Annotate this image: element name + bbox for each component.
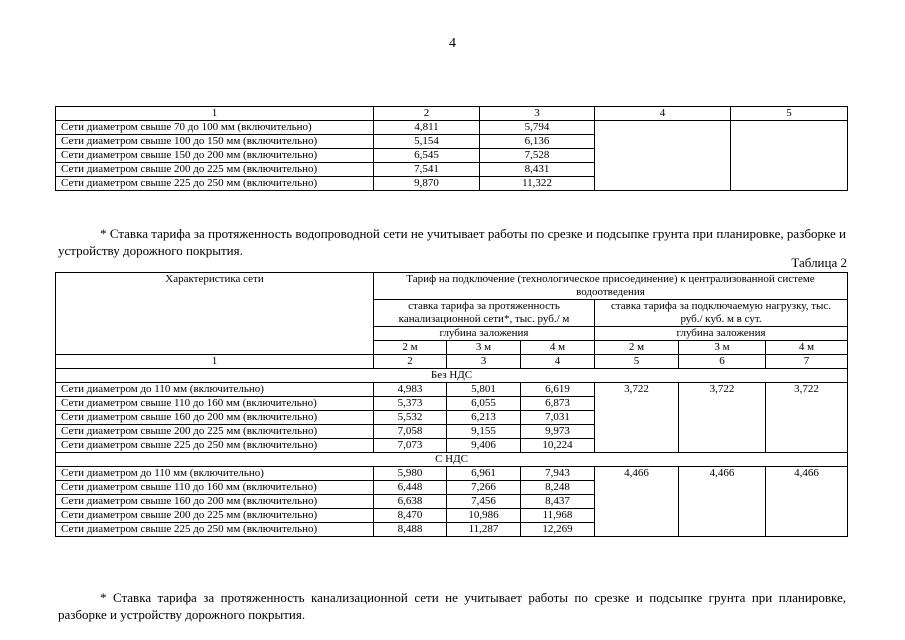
cell-value: 7,266 xyxy=(447,481,521,495)
column-number: 5 xyxy=(731,107,848,121)
row-label: Сети диаметром свыше 200 до 225 мм (включительно) xyxy=(56,163,374,177)
depth-value: 2 м xyxy=(595,341,679,355)
cell-value: 5,794 xyxy=(480,121,595,135)
header-load-rate: ставка тарифа за подключаемую нагрузку, тыс. руб./ куб. м в сут. xyxy=(595,300,848,327)
cell-value: 6,638 xyxy=(374,495,447,509)
row-label: Сети диаметром до 110 мм (включительно) xyxy=(56,383,374,397)
header-length-rate: ставка тарифа за протяженность канализационной сети*, тыс. руб./ м xyxy=(374,300,595,327)
section-header-row xyxy=(56,453,848,467)
column-number: 5 xyxy=(595,355,679,369)
cell-value: 5,154 xyxy=(374,135,480,149)
row-label: Сети диаметром свыше 225 до 250 мм (включительно) xyxy=(56,177,374,191)
row-label: Сети диаметром свыше 100 до 150 мм (включительно) xyxy=(56,135,374,149)
column-number: 6 xyxy=(679,355,766,369)
header-depth: глубина заложения xyxy=(595,327,848,341)
column-number: 2 xyxy=(374,355,447,369)
row-label: Сети диаметром свыше 225 до 250 мм (включительно) xyxy=(56,523,374,537)
header-depth: глубина заложения xyxy=(374,327,595,341)
cell-value: 6,448 xyxy=(374,481,447,495)
cell-value: 7,528 xyxy=(480,149,595,163)
cell-value: 11,968 xyxy=(521,509,595,523)
cell-empty xyxy=(595,121,731,191)
table-row xyxy=(56,383,848,397)
header-network-characteristic: Характеристика сети xyxy=(56,273,374,355)
column-number: 7 xyxy=(766,355,848,369)
cell-value: 6,873 xyxy=(521,397,595,411)
cell-value: 8,248 xyxy=(521,481,595,495)
cell-value: 7,456 xyxy=(447,495,521,509)
cell-value: 6,055 xyxy=(447,397,521,411)
column-number: 4 xyxy=(521,355,595,369)
cell-value: 6,619 xyxy=(521,383,595,397)
cell-value: 9,870 xyxy=(374,177,480,191)
cell-value: 9,155 xyxy=(447,425,521,439)
row-label: Сети диаметром свыше 160 до 200 мм (включительно) xyxy=(56,495,374,509)
cell-value: 6,961 xyxy=(447,467,521,481)
depth-value: 3 м xyxy=(447,341,521,355)
row-label: Сети диаметром свыше 150 до 200 мм (включительно) xyxy=(56,149,374,163)
section-title: Без НДС xyxy=(56,369,848,383)
row-label: Сети диаметром свыше 225 до 250 мм (включительно) xyxy=(56,439,374,453)
load-rate-value: 4,466 xyxy=(595,467,679,537)
cell-value: 5,373 xyxy=(374,397,447,411)
cell-value: 4,811 xyxy=(374,121,480,135)
row-label: Сети диаметром свыше 110 до 160 мм (включительно) xyxy=(56,481,374,495)
row-label: Сети диаметром до 110 мм (включительно) xyxy=(56,467,374,481)
load-rate-value: 4,466 xyxy=(766,467,848,537)
load-rate-value: 3,722 xyxy=(766,383,848,453)
load-rate-value: 4,466 xyxy=(679,467,766,537)
depth-value: 2 м xyxy=(374,341,447,355)
column-number: 3 xyxy=(447,355,521,369)
column-number: 1 xyxy=(56,355,374,369)
cell-value: 11,322 xyxy=(480,177,595,191)
table-caption: Таблица 2 xyxy=(791,255,847,270)
load-rate-value: 3,722 xyxy=(679,383,766,453)
cell-value: 7,058 xyxy=(374,425,447,439)
cell-value: 8,488 xyxy=(374,523,447,537)
row-label: Сети диаметром свыше 110 до 160 мм (включительно) xyxy=(56,397,374,411)
cell-value: 8,470 xyxy=(374,509,447,523)
cell-value: 7,073 xyxy=(374,439,447,453)
cell-value: 7,541 xyxy=(374,163,480,177)
column-number: 3 xyxy=(480,107,595,121)
cell-value: 7,943 xyxy=(521,467,595,481)
table-header-row xyxy=(56,355,848,369)
cell-value: 7,031 xyxy=(521,411,595,425)
cell-value: 5,801 xyxy=(447,383,521,397)
table-row xyxy=(56,121,848,135)
section-header-row xyxy=(56,369,848,383)
depth-value: 3 м xyxy=(679,341,766,355)
cell-value: 9,973 xyxy=(521,425,595,439)
cell-value: 9,406 xyxy=(447,439,521,453)
wastewater-tariff-table xyxy=(55,272,848,537)
cell-value: 5,532 xyxy=(374,411,447,425)
footnote-wastewater: * Ставка тарифа за протяженность канализационной сети не учитывает работы по срезке и подсыпке грунта при планировке, разборке и устройству дорожного покрытия. xyxy=(58,590,846,622)
row-label: Сети диаметром свыше 200 до 225 мм (включительно) xyxy=(56,425,374,439)
depth-value: 4 м xyxy=(766,341,848,355)
header-tariff: Тариф на подключение (технологическое присоединение) к централизованной системе водоотведения xyxy=(374,273,848,300)
table-row xyxy=(56,467,848,481)
footnote-water: * Ставка тарифа за протяженность водопроводной сети не учитывает работы по срезке и подсыпке грунта при планировке, разборке и устройству дорожного покрытия. xyxy=(58,226,846,258)
load-rate-value: 3,722 xyxy=(595,383,679,453)
water-supply-tariff-table xyxy=(55,106,848,191)
row-label: Сети диаметром свыше 200 до 225 мм (включительно) xyxy=(56,509,374,523)
table-header-row xyxy=(56,273,848,300)
row-label: Сети диаметром свыше 70 до 100 мм (включительно) xyxy=(56,121,374,135)
column-number: 1 xyxy=(56,107,374,121)
cell-value: 10,986 xyxy=(447,509,521,523)
table-header-row xyxy=(56,107,848,121)
section-title: С НДС xyxy=(56,453,848,467)
cell-value: 8,431 xyxy=(480,163,595,177)
cell-value: 5,980 xyxy=(374,467,447,481)
cell-value: 8,437 xyxy=(521,495,595,509)
page-number: 4 xyxy=(449,36,456,51)
cell-value: 12,269 xyxy=(521,523,595,537)
cell-value: 6,545 xyxy=(374,149,480,163)
column-number: 2 xyxy=(374,107,480,121)
row-label: Сети диаметром свыше 160 до 200 мм (включительно) xyxy=(56,411,374,425)
cell-value: 11,287 xyxy=(447,523,521,537)
column-number: 4 xyxy=(595,107,731,121)
cell-value: 10,224 xyxy=(521,439,595,453)
cell-value: 6,213 xyxy=(447,411,521,425)
depth-value: 4 м xyxy=(521,341,595,355)
cell-value: 6,136 xyxy=(480,135,595,149)
cell-value: 4,983 xyxy=(374,383,447,397)
cell-empty xyxy=(731,121,848,191)
